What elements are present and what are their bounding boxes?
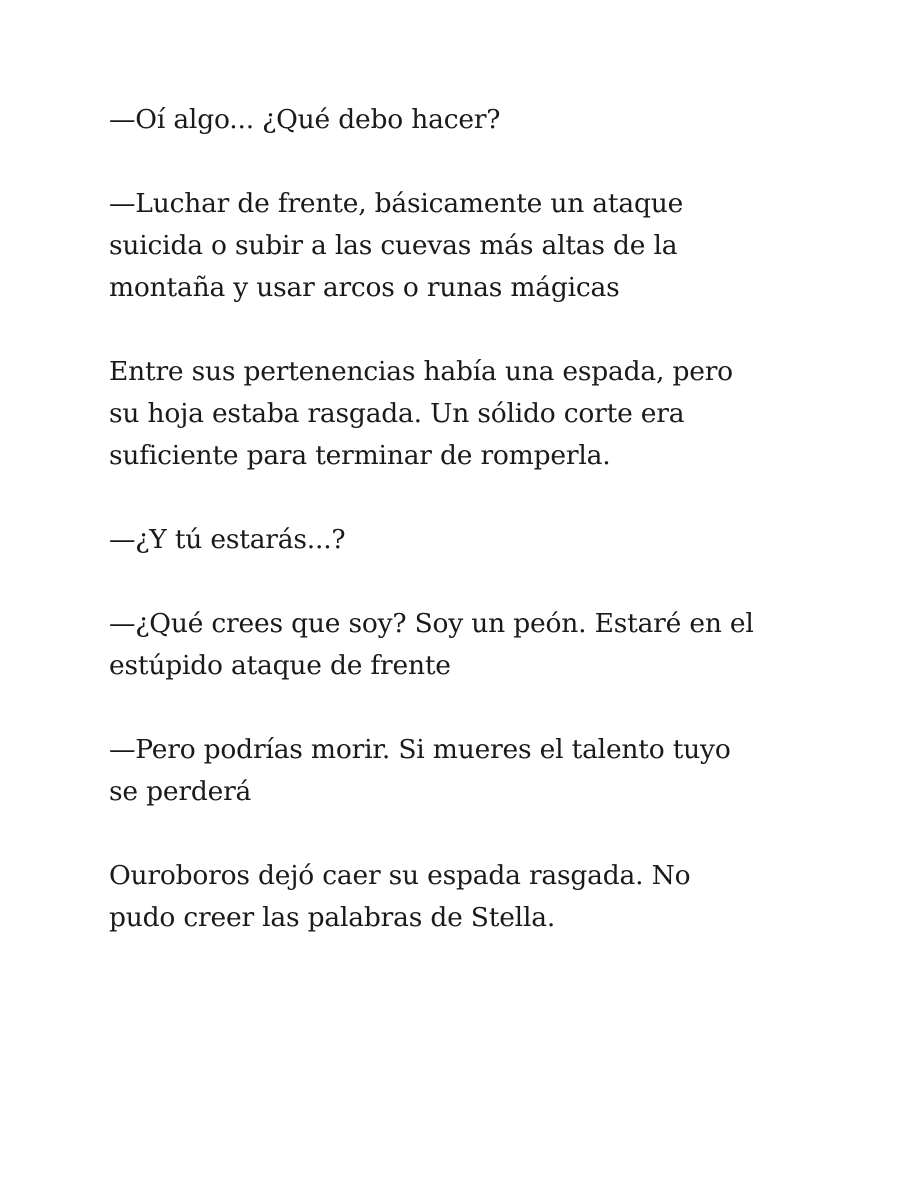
paragraph-2	[109, 183, 809, 309]
paragraph-7	[109, 855, 809, 939]
text-line: —Oí algo... ¿Qué debo hacer?	[109, 104, 501, 135]
paragraph-4	[109, 519, 809, 561]
document-page	[109, 99, 809, 981]
text-line: pudo creer las palabras de Stella.	[109, 902, 556, 933]
paragraph-6	[109, 729, 809, 813]
paragraph-3	[109, 351, 809, 477]
text-line: —Pero podrías morir. Si mueres el talento tuyo	[109, 734, 731, 765]
paragraph-1	[109, 99, 809, 141]
text-line: —Luchar de frente, básicamente un ataque	[109, 188, 684, 219]
text-line: —¿Y tú estarás...?	[109, 524, 346, 555]
text-line: Ouroboros dejó caer su espada rasgada. No	[109, 860, 691, 891]
text-line: suficiente para terminar de romperla.	[109, 440, 611, 471]
text-line: se perderá	[109, 776, 252, 807]
text-line: suicida o subir a las cuevas más altas de la	[109, 230, 678, 261]
text-line: —¿Qué crees que soy? Soy un peón. Estaré en el	[109, 608, 754, 639]
text-line: estúpido ataque de frente	[109, 650, 451, 681]
text-line: Entre sus pertenencias había una espada, pero	[109, 356, 733, 387]
paragraph-5	[109, 603, 809, 687]
text-line: montaña y usar arcos o runas mágicas	[109, 272, 620, 303]
text-line: su hoja estaba rasgada. Un sólido corte era	[109, 398, 685, 429]
